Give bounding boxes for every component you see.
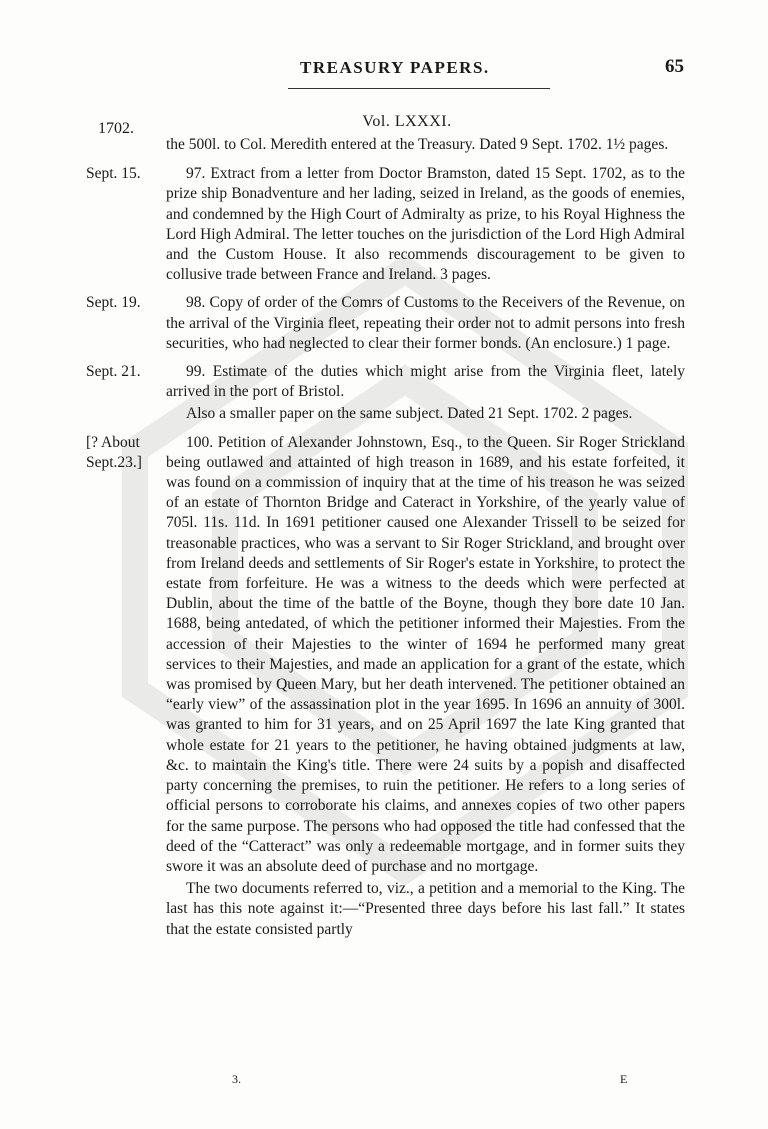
signature-mark-left: 3.: [232, 1072, 241, 1086]
entry-paragraph: 98. Copy of order of the Comrs of Customs to the Receivers of the Revenue, on the arrival of the Virginia fleet, repeating their order not to admit persons into fresh securities, who had neglected to clear their former bonds. (An enclosure.) 1 page.: [166, 294, 685, 352]
signature-mark-right: E: [620, 1072, 628, 1086]
entry-date: Sept. 21.: [86, 363, 141, 381]
entry-date: Sept. 15.: [86, 165, 141, 183]
entry-paragraph: 100. Petition of Alexander Johnstown, Esq., to the Queen. Sir Roger Strickland being outlawed and attainted of high treason in 1689, and his estate forfeited, it was found on a commission of inquiry that at the time of his treason he was seized of an estate of Thornton Bridge and Cateract in Yorkshire, of the yearly value of 705l. 11s. 11d. In 1691 petitioner caused one Alexander Trissell to be seized for treasonable practices, who was a servant to Sir Roger Strickland, and brought over from Ireland deeds and settlements of Sir Roger's estate in Yorkshire, to protect the estate from forfeiture. He was a witness to the deeds which were perfected at Dublin, about the time of the battle of the Boyne, though they bore date 10 Jan. 1688, being antedated, of which the petitioner informed their Majesties. From the accession of their Majesties to the winter of 1694 he performed many great services to their Majesties, and made an application for a grant of the estate, which was promised by Queen Mary, but her death intervened. The petitioner obtained an “early view” of the assassination plot in the year 1695. In 1696 an annuity of 300l. was granted to him for 31 years, and on 25 April 1697 the late King granted that whole estate for 21 years to the petitioner, he having obtained judgments at law, &c. to maintain the King's title. There were 24 suits by a popish and disaffected party concerning the premises, to ruin the petitioner. He refers to a long series of official persons to corroborate his claims, and annexes copies of two other papers for the same purpose. The persons who had opposed the title had confessed that the deed of the “Catteract” was only a redeemable mortgage, and in former suits they swore it was an absolute deed of purchase and no mortgage.: [166, 433, 685, 875]
entry-date: [86, 135, 166, 155]
entry-text: [166, 362, 685, 425]
entry-paragraph: Also a smaller paper on the same subject. Dated 21 Sept. 1702. 2 pages.: [186, 405, 633, 423]
entry-text: [166, 135, 685, 155]
entry-text: [166, 164, 685, 285]
year-label: 1702.: [98, 120, 134, 137]
entry-date: [? About Sept.23.]: [86, 433, 142, 471]
calendar-entry: [86, 433, 686, 940]
calendar-entry: [86, 135, 686, 155]
page-footer: [0, 1072, 768, 1092]
entry-text: [166, 433, 685, 940]
running-title: TREASURY PAPERS.: [300, 58, 490, 77]
entry-paragraph: 97. Extract from a letter from Doctor Bramston, dated 15 Sept. 1702, as to the prize ship Bonadventure and her lading, seized in Ireland, as the goods of enemies, and condemned by the High Court of Admiralty as prize, to his Royal Highness the Lord High Admiral. The letter touches on the jurisdiction of the Lord High Admiral and the Custom House. It also recommends discouragement to be given to collusive trade between France and Ireland. 3 pages.: [166, 165, 685, 284]
entry-date: Sept. 19.: [86, 294, 141, 312]
entry-text: [166, 293, 685, 354]
calendar-entry: [86, 293, 686, 354]
page-number: 65: [665, 56, 684, 77]
entry-paragraph: 99. Estimate of the duties which might arise from the Virginia fleet, lately arrived in the port of Bristol.: [166, 363, 685, 401]
page-header: [0, 58, 768, 88]
entry-paragraph: The two documents referred to, viz., a petition and a memorial to the King. The last has this note against it:—“Presented three days before his last fall.” It states that the estate consisted partly: [166, 880, 685, 938]
calendar-entries: [86, 135, 686, 948]
volume-heading: [0, 113, 768, 131]
entry-paragraph: the 500l. to Col. Meredith entered at the Treasury. Dated 9 Sept. 1702. 1½ pages.: [166, 136, 669, 153]
calendar-entry: [86, 362, 686, 425]
volume-label: Vol. LXXXI.: [362, 113, 452, 130]
calendar-entry: [86, 164, 686, 285]
header-rule: [288, 88, 550, 89]
